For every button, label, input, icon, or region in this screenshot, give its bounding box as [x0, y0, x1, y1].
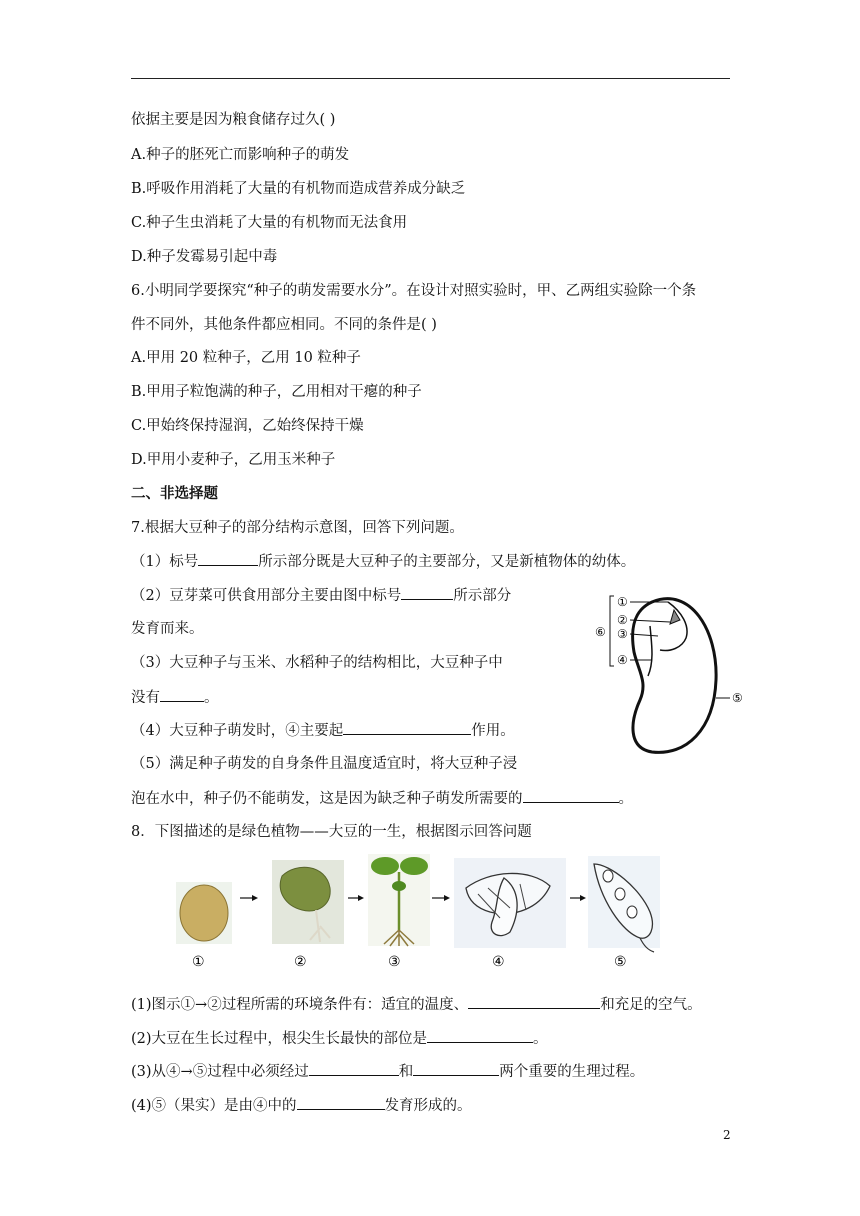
q7-part4 — [131, 720, 515, 741]
seed-label-3: ③ — [617, 627, 628, 641]
q8-stem: 8．下图描述的是绿色植物——大豆的一生，根据图示回答问题 — [131, 824, 532, 840]
q7-part1-text-b: 所示部分既是大豆种子的主要部分，又是新植物体的幼体。 — [258, 554, 636, 570]
q8-part1-text-b: 和充足的空气。 — [600, 997, 702, 1013]
q7-part3-cont — [131, 687, 219, 708]
seed-label-4: ④ — [617, 653, 628, 667]
answer-blank[interactable] — [343, 720, 471, 735]
q8-part1 — [131, 994, 702, 1015]
q5-option-a: A.种子的胚死亡而影响种子的萌发 — [131, 147, 350, 163]
soybean-life-cycle-figure — [170, 848, 670, 973]
answer-blank[interactable] — [413, 1061, 499, 1076]
seedling-image — [371, 857, 399, 875]
q7-part2-text-a: （2）豆芽菜可供食用部分主要由图中标号 — [131, 588, 402, 604]
q6-stem-2: 件不同外，其他条件都应相同。不同的条件是( ) — [131, 317, 437, 333]
q7-part4-text-b: 作用。 — [471, 723, 515, 739]
q7-part3-text-c: 。 — [204, 690, 219, 706]
q5-stem-tail: 依据主要是因为粮食储存过久( ) — [131, 112, 336, 128]
header-rule — [131, 78, 730, 79]
q7-part5-text-b: 泡在水中，种子仍不能萌发，这是因为缺乏种子萌发所需要的 — [131, 791, 523, 807]
q6-option-a: A.甲用 20 粒种子，乙用 10 粒种子 — [131, 350, 361, 366]
seed-label-1: ① — [617, 595, 628, 609]
stage-label-4: ④ — [492, 954, 505, 970]
stage-label-3: ③ — [388, 954, 401, 970]
q7-part2-cont: 发育而来。 — [131, 621, 204, 637]
answer-blank[interactable] — [160, 687, 204, 702]
q8-part3-text-a: (3)从④→⑤过程中必须经过 — [131, 1064, 309, 1080]
seed-label-6: ⑥ — [595, 625, 606, 639]
q5-option-d: D.种子发霉易引起中毒 — [131, 249, 278, 265]
answer-blank[interactable] — [468, 994, 600, 1009]
q6-option-d: D.甲用小麦种子，乙用玉米种子 — [131, 452, 336, 468]
q8-part2-text-b: 。 — [533, 1031, 548, 1047]
q5-option-c: C.种子生虫消耗了大量的有机物而无法食用 — [131, 215, 408, 231]
answer-blank[interactable] — [523, 788, 619, 803]
q8-part4-text-a: (4)⑤（果实）是由④中的 — [131, 1098, 297, 1114]
answer-blank[interactable] — [297, 1095, 385, 1110]
answer-blank[interactable] — [427, 1028, 533, 1043]
q5-option-b: B.呼吸作用消耗了大量的有机物而造成营养成分缺乏 — [131, 181, 466, 197]
q7-part1 — [131, 551, 635, 572]
q8-part3-text-c: 两个重要的生理过程。 — [499, 1064, 645, 1080]
q7-part2-text-b: 所示部分 — [453, 588, 512, 604]
q7-part2 — [131, 585, 511, 606]
q7-part5: （5）满足种子萌发的自身条件且温度适宜时，将大豆种子浸 — [131, 756, 518, 772]
q7-part5-cont — [131, 788, 633, 809]
q8-part4-text-b: 发育形成的。 — [384, 1098, 472, 1114]
q8-part3-text-b: 和 — [398, 1064, 414, 1080]
q8-part2-text-a: (2)大豆在生长过程中，根尖生长最快的部位是 — [131, 1031, 428, 1047]
q7-part1-text-a: （1）标号 — [131, 554, 199, 570]
q7-part3: （3）大豆种子与玉米、水稻种子的结构相比，大豆种子中 — [131, 655, 503, 671]
seed-label-5: ⑤ — [732, 691, 743, 705]
q8-part3 — [131, 1061, 644, 1082]
soybean-seed-diagram — [590, 590, 750, 760]
stage-label-1: ① — [192, 954, 205, 970]
q6-option-c: C.甲始终保持湿润，乙始终保持干燥 — [131, 418, 364, 434]
answer-blank[interactable] — [401, 585, 453, 600]
q6-option-b: B.甲用子粒饱满的种子，乙用相对干瘪的种子 — [131, 384, 422, 400]
answer-blank[interactable] — [198, 551, 258, 566]
q8-part2 — [131, 1028, 548, 1049]
q7-part5-text-c: 。 — [618, 791, 633, 807]
q6-stem-1: 6.小明同学要探究“种子的萌发需要水分”。在设计对照实验时，甲、乙两组实验除一个条 — [131, 283, 697, 299]
q7-stem: 7.根据大豆种子的部分结构示意图，回答下列问题。 — [131, 520, 464, 536]
page-number: 2 — [723, 1128, 731, 1142]
answer-blank[interactable] — [309, 1061, 399, 1076]
stage-label-5: ⑤ — [614, 954, 627, 970]
seed-label-2: ② — [617, 613, 628, 627]
q8-part4 — [131, 1095, 472, 1116]
q8-part1-text-a: (1)图示①→②过程所需的环境条件有：适宜的温度、 — [131, 997, 469, 1013]
q7-part3-text-b: 没有 — [131, 690, 160, 706]
q7-part4-text-a: （4）大豆种子萌发时，④主要起 — [131, 723, 344, 739]
section-heading: 二、非选择题 — [131, 485, 218, 502]
seed-image — [180, 885, 228, 941]
stage-label-2: ② — [294, 954, 307, 970]
